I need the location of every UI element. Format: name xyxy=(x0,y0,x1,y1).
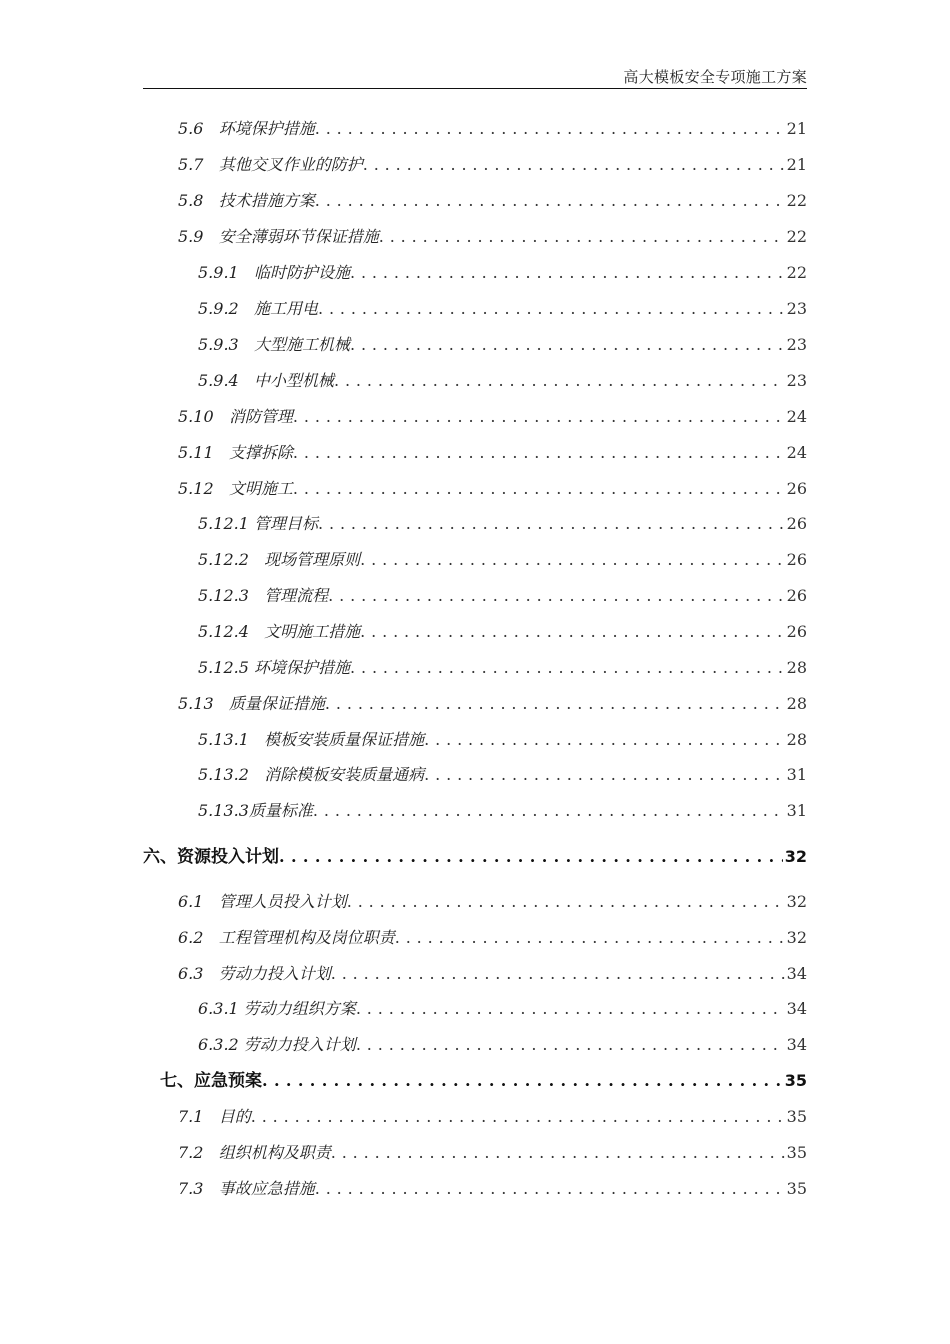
toc-entry-number: 5.12.4 xyxy=(198,622,265,641)
toc-entry-title: 临时防护设施 xyxy=(253,263,350,282)
dot-leader xyxy=(360,620,784,644)
toc-entry-page-number: 26 xyxy=(786,586,807,605)
toc-entry-number: 5.12.2 xyxy=(198,550,265,569)
toc-entry-6.3[interactable] xyxy=(178,962,807,986)
toc-entry-number: 七、 xyxy=(160,1071,194,1091)
toc-entry-number: 7.1 xyxy=(178,1107,219,1126)
toc-entry-5.13[interactable] xyxy=(178,692,807,716)
toc-entry-5.13.2[interactable] xyxy=(198,763,807,787)
dot-leader xyxy=(315,1177,785,1201)
toc-entry-6.3.2[interactable] xyxy=(198,1033,807,1057)
dot-leader xyxy=(379,225,785,249)
toc-entry-5.13.1[interactable] xyxy=(198,728,807,752)
toc-entry-title: 支撑拆除 xyxy=(228,443,293,462)
toc-entry-title: 劳动力投入计划 xyxy=(243,1035,356,1054)
toc-entry-title: 安全薄弱环节保证措施 xyxy=(218,227,379,246)
dot-leader xyxy=(293,441,785,465)
toc-entry-title: 环境保护措施 xyxy=(253,658,350,677)
dot-leader xyxy=(328,584,784,608)
toc-entry-5.8[interactable] xyxy=(178,189,807,213)
toc-entry-5.6[interactable] xyxy=(178,117,807,141)
toc-entry-5.12[interactable] xyxy=(178,477,807,501)
toc-entry-number: 5.9.4 xyxy=(198,371,254,390)
toc-entry-title: 事故应急措施 xyxy=(218,1179,315,1198)
toc-entry-number: 7.2 xyxy=(178,1143,219,1162)
toc-entry-title: 中小型机械 xyxy=(253,371,334,390)
dot-leader xyxy=(293,477,785,501)
toc-entry-page-number: 32 xyxy=(786,892,807,911)
toc-entry-number: 5.9.2 xyxy=(198,299,254,318)
dot-leader xyxy=(363,153,785,177)
toc-entry-title: 劳动力投入计划 xyxy=(218,964,331,983)
toc-entry-page-number: 22 xyxy=(786,263,807,282)
dot-leader xyxy=(334,369,785,393)
toc-entry-page-number: 34 xyxy=(786,999,807,1018)
toc-entry-page-number: 26 xyxy=(786,622,807,641)
dot-leader xyxy=(262,1069,783,1093)
dot-leader xyxy=(350,656,785,680)
toc-entry-5.9.1[interactable] xyxy=(198,261,807,285)
toc-entry-5.10[interactable] xyxy=(178,405,807,429)
toc-entry-7.2[interactable] xyxy=(178,1141,807,1165)
toc-entry-title: 质量标准 xyxy=(248,801,313,820)
toc-entry-5.9.3[interactable] xyxy=(198,333,807,357)
toc-entry-number: 5.13.3 xyxy=(198,801,249,820)
dot-leader xyxy=(424,728,784,752)
toc-entry-page-number: 28 xyxy=(786,694,807,713)
toc-entry-5.12.1[interactable] xyxy=(198,512,807,536)
toc-entry-number: 5.11 xyxy=(178,443,229,462)
toc-entry-page-number: 23 xyxy=(786,299,807,318)
toc-entry-5.11[interactable] xyxy=(178,441,807,465)
toc-entry-page-number: 34 xyxy=(786,1035,807,1054)
toc-entry-number: 5.7 xyxy=(178,155,219,174)
toc-entry-page-number: 28 xyxy=(786,730,807,749)
toc-entry-title: 质量保证措施 xyxy=(228,694,325,713)
toc-entry-number: 6.3 xyxy=(178,964,219,983)
page-header xyxy=(143,66,807,89)
toc-entry-number: 6.1 xyxy=(178,892,219,911)
toc-entry-page-number: 31 xyxy=(786,801,807,820)
toc-entry-number: 6.3.2 xyxy=(198,1035,244,1054)
toc-entry-page-number: 26 xyxy=(786,479,807,498)
dot-leader xyxy=(318,297,785,321)
toc-entry-title: 技术措施方案 xyxy=(218,191,315,210)
toc-entry-page-number: 24 xyxy=(786,407,807,426)
toc-entry-page-number: 21 xyxy=(786,155,807,174)
toc-entry-title: 资源投入计划 xyxy=(177,847,279,867)
toc-entry-title: 目的 xyxy=(218,1107,251,1126)
toc-entry-page-number: 32 xyxy=(786,928,807,947)
toc-entry-number: 六、 xyxy=(143,847,177,867)
toc-entry-title: 消除模板安装质量通病 xyxy=(264,765,425,784)
dot-leader xyxy=(356,1033,785,1057)
dot-leader xyxy=(318,512,785,536)
toc-entry-title: 劳动力组织方案 xyxy=(243,999,356,1018)
toc-entry-5.9.4[interactable] xyxy=(198,369,807,393)
toc-entry-page-number: 32 xyxy=(784,847,807,866)
dot-leader xyxy=(424,763,784,787)
toc-entry-5.7[interactable] xyxy=(178,153,807,177)
toc-entry-number: 5.13.1 xyxy=(198,730,265,749)
toc-entry-number: 5.10 xyxy=(178,407,229,426)
toc-entry-5.12.4[interactable] xyxy=(198,620,807,644)
toc-entry-number: 5.12.1 xyxy=(198,514,254,533)
toc-entry-title: 组织机构及职责 xyxy=(218,1143,331,1162)
dot-leader xyxy=(315,117,785,141)
toc-entry-page-number: 35 xyxy=(786,1179,807,1198)
dot-leader xyxy=(356,997,785,1021)
toc-entry-number: 6.2 xyxy=(178,928,219,947)
toc-entry-page-number: 28 xyxy=(786,658,807,677)
toc-entry-title: 消防管理 xyxy=(228,407,293,426)
toc-entry-page-number: 26 xyxy=(786,514,807,533)
toc-entry-page-number: 26 xyxy=(786,550,807,569)
toc-entry-number: 6.3.1 xyxy=(198,999,244,1018)
dot-leader xyxy=(350,261,785,285)
dot-leader xyxy=(313,799,785,823)
toc-entry-page-number: 35 xyxy=(784,1071,807,1090)
toc-entry-page-number: 34 xyxy=(786,964,807,983)
toc-entry-6.2[interactable] xyxy=(178,926,807,950)
toc-entry-number: 5.9.3 xyxy=(198,335,254,354)
toc-entry-title: 管理人员投入计划 xyxy=(218,892,347,911)
toc-entry-page-number: 24 xyxy=(786,443,807,462)
toc-entry-title: 模板安装质量保证措施 xyxy=(264,730,425,749)
toc-entry-title: 应急预案 xyxy=(194,1071,262,1091)
toc-entry-number: 5.13 xyxy=(178,694,229,713)
dot-leader xyxy=(325,692,785,716)
dot-leader xyxy=(315,189,785,213)
toc-entry-page-number: 22 xyxy=(786,227,807,246)
toc-entry-page-number: 31 xyxy=(786,765,807,784)
toc-entry-chapter-20[interactable] xyxy=(143,845,807,869)
toc-entry-5.9.2[interactable] xyxy=(198,297,807,321)
toc-entry-page-number: 22 xyxy=(786,191,807,210)
toc-entry-title: 其他交叉作业的防护 xyxy=(218,155,363,174)
dot-leader xyxy=(360,548,784,572)
toc-entry-title: 现场管理原则 xyxy=(264,550,361,569)
dot-leader xyxy=(331,1141,785,1165)
dot-leader xyxy=(331,962,785,986)
toc-entry-5.12.2[interactable] xyxy=(198,548,807,572)
toc-entry-5.12.5[interactable] xyxy=(198,656,807,680)
toc-entry-page-number: 23 xyxy=(786,335,807,354)
dot-leader xyxy=(279,845,783,869)
toc-entry-7.3[interactable] xyxy=(178,1177,807,1201)
toc-entry-page-number: 35 xyxy=(786,1107,807,1126)
toc-entry-number: 5.12.3 xyxy=(198,586,265,605)
toc-entry-number: 7.3 xyxy=(178,1179,219,1198)
toc-entry-page-number: 35 xyxy=(786,1143,807,1162)
dot-leader xyxy=(251,1105,785,1129)
toc-entry-title: 管理流程 xyxy=(264,586,329,605)
toc-entry-title: 工程管理机构及岗位职责 xyxy=(218,928,395,947)
toc-entry-page-number: 23 xyxy=(786,371,807,390)
toc-entry-7.1[interactable] xyxy=(178,1105,807,1129)
dot-leader xyxy=(395,926,785,950)
toc-entry-6.3.1[interactable] xyxy=(198,997,807,1021)
toc-entry-number: 5.9 xyxy=(178,227,219,246)
toc-entry-page-number: 21 xyxy=(786,119,807,138)
toc-entry-number: 5.12 xyxy=(178,479,229,498)
toc-entry-5.13.3[interactable] xyxy=(198,799,807,823)
dot-leader xyxy=(347,890,785,914)
toc-entry-number: 5.12.5 xyxy=(198,658,254,677)
dot-leader xyxy=(293,405,785,429)
document-title: 高大模板安全专项施工方案 xyxy=(623,68,807,86)
toc-entry-number: 5.6 xyxy=(178,119,219,138)
toc-entry-5.9[interactable] xyxy=(178,225,807,249)
dot-leader xyxy=(350,333,785,357)
toc-entry-5.12.3[interactable] xyxy=(198,584,807,608)
toc-entry-title: 环境保护措施 xyxy=(218,119,315,138)
toc-entry-title: 文明施工措施 xyxy=(264,622,361,641)
toc-entry-number: 5.8 xyxy=(178,191,219,210)
toc-entry-number: 5.13.2 xyxy=(198,765,265,784)
toc-entry-title: 施工用电 xyxy=(253,299,318,318)
toc-entry-title: 管理目标 xyxy=(253,514,318,533)
toc-entry-6.1[interactable] xyxy=(178,890,807,914)
toc-entry-number: 5.9.1 xyxy=(198,263,254,282)
toc-entry-title: 文明施工 xyxy=(228,479,293,498)
toc-entry-title: 大型施工机械 xyxy=(253,335,350,354)
toc-entry-chapter-26[interactable] xyxy=(160,1069,807,1093)
